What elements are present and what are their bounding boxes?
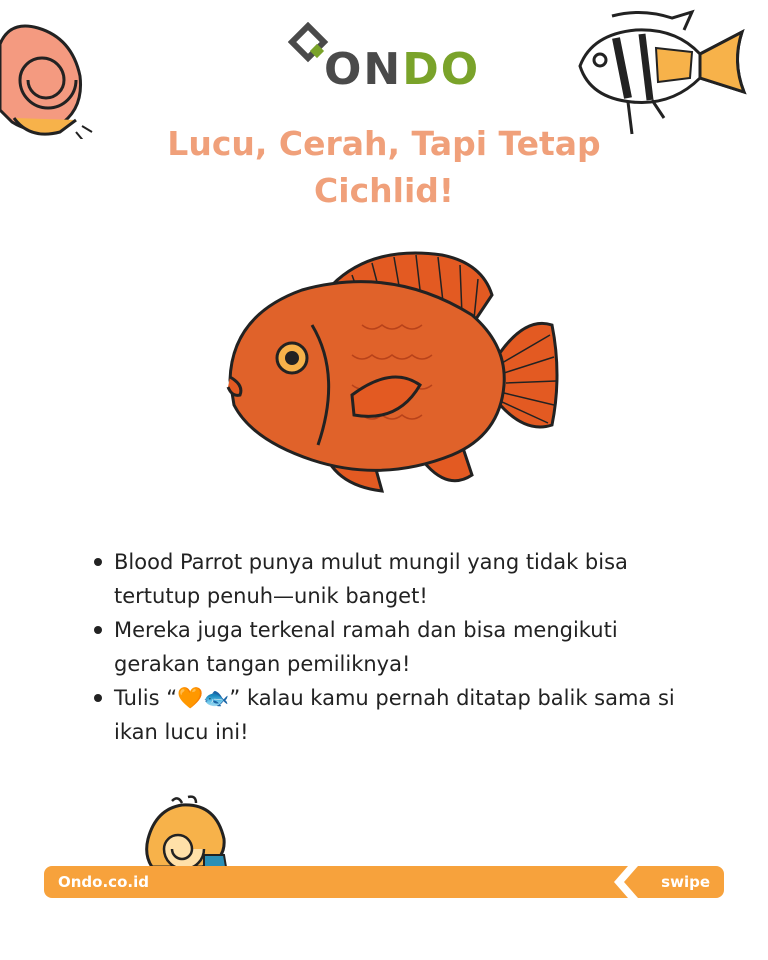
logo-text-on: ON [324,44,403,95]
list-item: Blood Parrot punya mulut mungil yang tidak bisa tertutup penuh—unik banget! [86,545,706,613]
snail-icon [0,14,95,139]
logo-wordmark [324,44,481,95]
blood-parrot-fish-icon [222,245,562,510]
page-title: Lucu, Cerah, Tapi Tetap Cichlid! [167,124,601,210]
ondo-logo [288,22,488,100]
list-item: Mereka juga terkenal ramah dan bisa mengikuti gerakan tangan pemiliknya! [86,613,706,681]
swipe-button[interactable]: swipe [661,873,710,891]
list-item: Tulis “🧡🐟” kalau kamu pernah ditatap balik sama si ikan lucu ini! [86,681,706,749]
snail-icon [142,795,232,867]
footer-bar [44,866,724,898]
logo-text-do: DO [402,44,481,95]
fact-list [86,545,706,749]
chevron-left-icon [604,866,664,898]
website-link[interactable]: Ondo.co.id [58,873,149,891]
